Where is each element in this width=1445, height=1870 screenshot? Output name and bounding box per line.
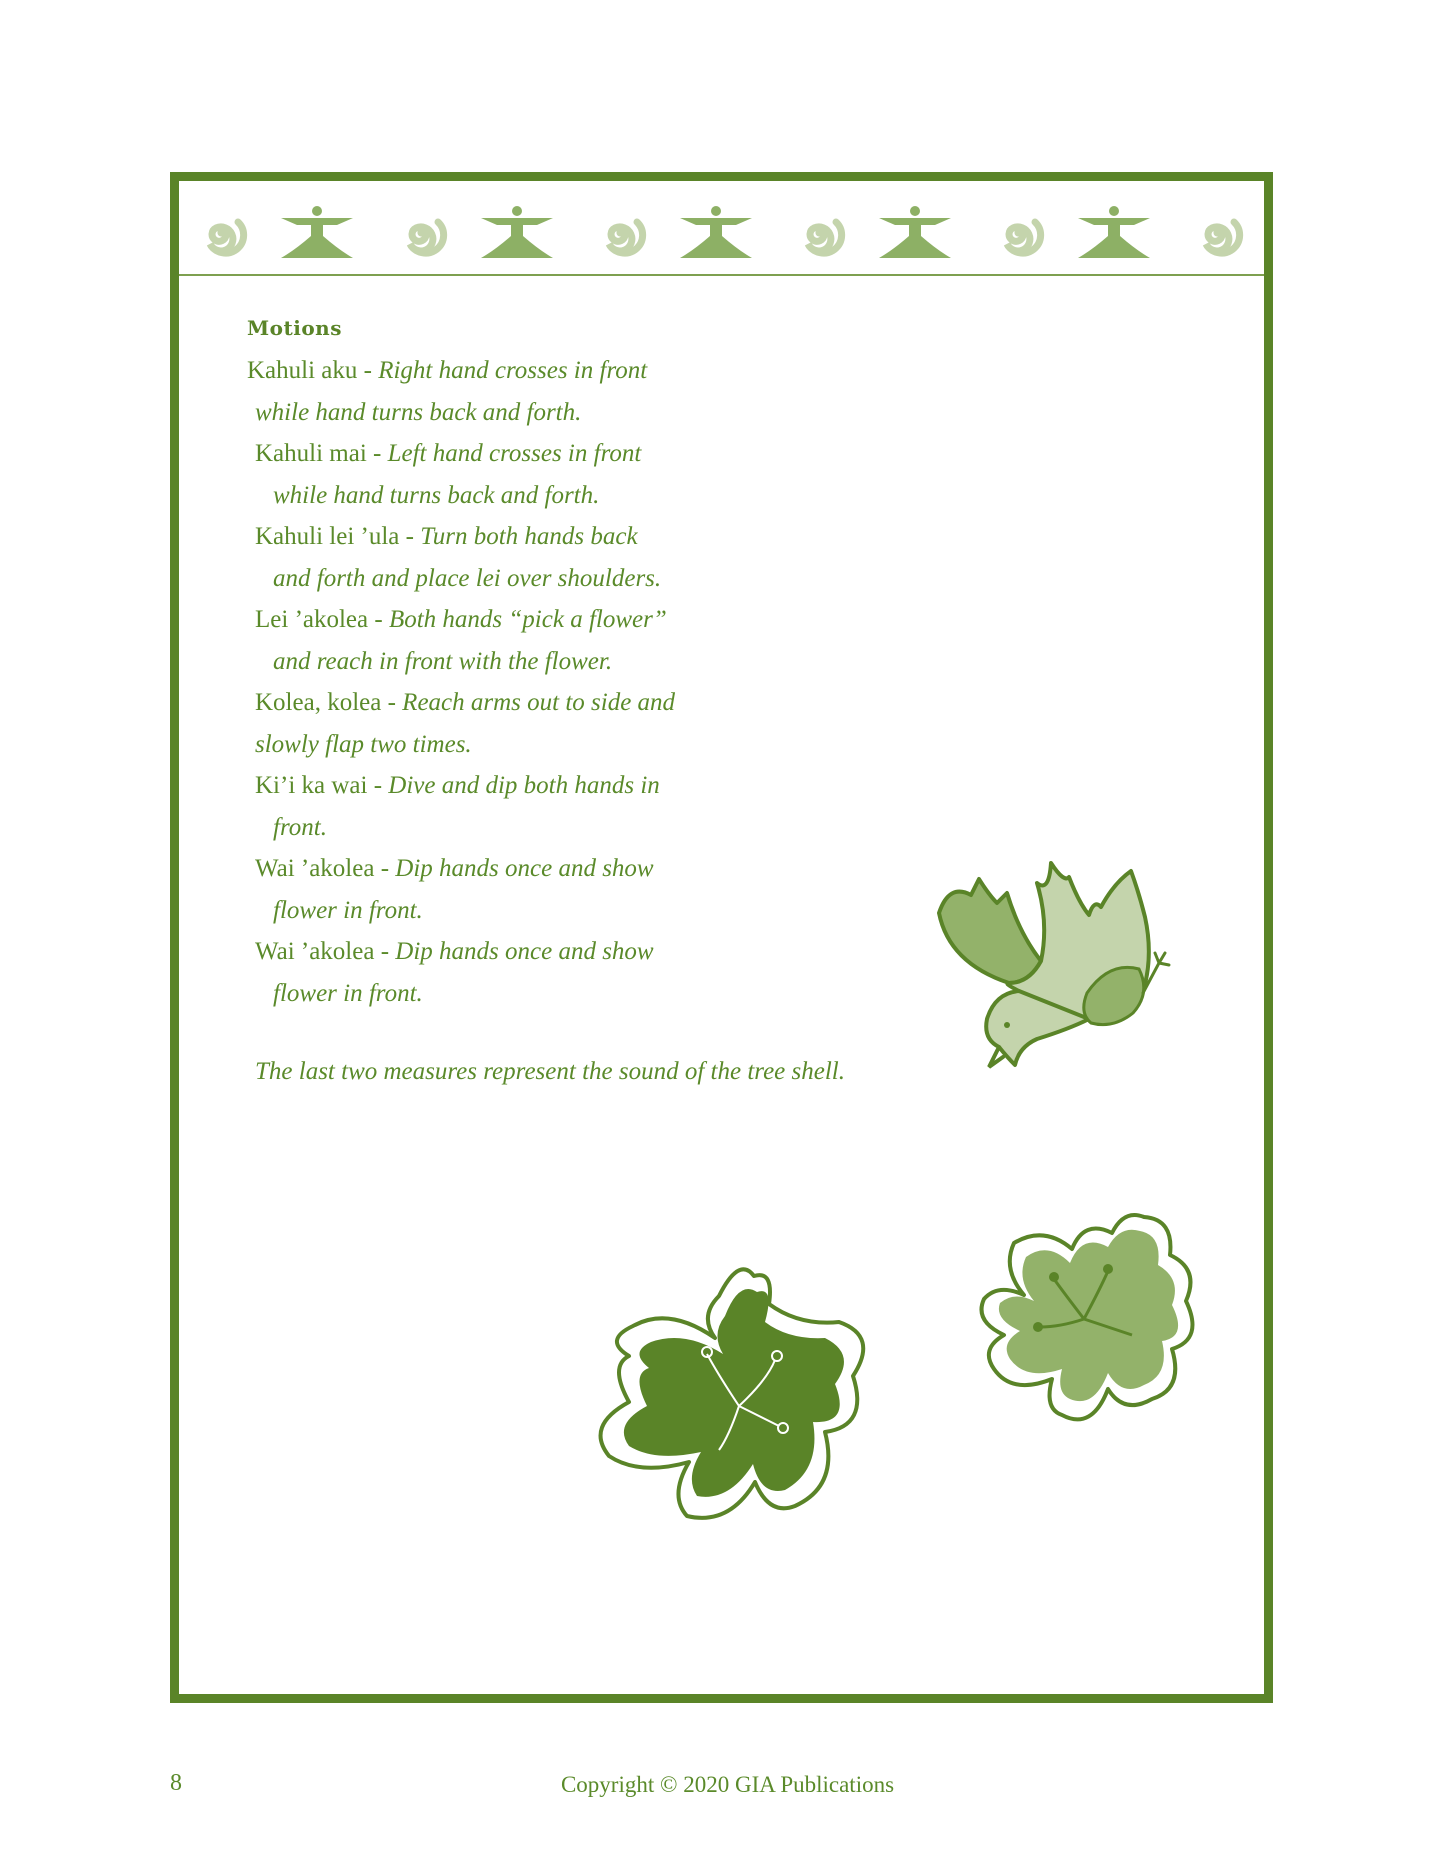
motion-description: Right hand crosses in front xyxy=(378,357,648,384)
dancer-icon xyxy=(678,206,754,260)
motion-item xyxy=(247,516,1007,599)
motion-description: Reach arms out to side and xyxy=(402,689,676,716)
spiral-icon xyxy=(590,201,654,265)
dancer-icon xyxy=(1076,206,1152,260)
motion-term: Ki’i ka wai xyxy=(255,772,368,799)
motion-description: Dip hands once and show xyxy=(395,855,654,882)
motion-item xyxy=(247,599,1007,682)
motion-term: Kahuli lei ’ula xyxy=(255,523,400,550)
motion-description-continued: flower in front. xyxy=(273,979,423,1007)
page-frame xyxy=(170,172,1273,1703)
motion-term: Lei ’akolea xyxy=(255,606,369,633)
motion-item xyxy=(247,433,1007,516)
spiral-icon xyxy=(789,201,853,265)
copyright-text: Copyright © 2020 GIA Publications xyxy=(560,1772,895,1797)
dancer-icon xyxy=(479,206,555,260)
motion-description: Dive and dip both hands in xyxy=(388,772,660,799)
spiral-icon xyxy=(191,201,255,265)
motion-item xyxy=(247,350,1007,433)
page-number: 8 xyxy=(170,1770,182,1796)
motion-item xyxy=(247,931,1007,1014)
motion-term: Kahuli aku xyxy=(247,357,358,384)
motion-term: Kolea, kolea xyxy=(255,689,382,716)
motion-description-continued: and reach in front with the flower. xyxy=(273,647,613,675)
bird-illustration xyxy=(919,843,1219,1133)
flower-illustration xyxy=(974,1209,1214,1449)
motion-separator: - xyxy=(367,772,389,799)
spiral-icon xyxy=(1187,201,1251,265)
motion-description-continued: while hand turns back and forth. xyxy=(255,398,582,426)
motion-term: Wai ’akolea xyxy=(255,938,375,965)
spiral-icon xyxy=(391,201,455,265)
motion-item xyxy=(247,765,1007,848)
motion-description: Turn both hands back xyxy=(420,523,638,550)
section-heading: Motions xyxy=(247,316,342,340)
motion-description-continued: flower in front. xyxy=(273,896,423,924)
dancer-icon xyxy=(877,206,953,260)
dancer-icon xyxy=(279,206,355,260)
motion-term: Wai ’akolea xyxy=(255,855,375,882)
motion-separator: - xyxy=(368,606,389,633)
motion-description-continued: while hand turns back and forth. xyxy=(273,481,600,509)
motion-description-continued: slowly flap two times. xyxy=(255,730,472,758)
motion-separator: - xyxy=(374,855,396,882)
decorative-band xyxy=(179,181,1264,276)
spiral-icon xyxy=(988,201,1052,265)
motion-item xyxy=(247,848,1007,931)
motion-item xyxy=(247,682,1007,765)
motion-separator: - xyxy=(399,523,421,550)
flower-illustration xyxy=(589,1256,889,1556)
motion-separator: - xyxy=(366,440,388,467)
motion-description-continued: front. xyxy=(273,813,327,841)
motion-separator: - xyxy=(381,689,403,716)
closing-note: The last two measures represent the sound of the tree shell. xyxy=(255,1058,845,1085)
motion-description: Both hands “pick a flower” xyxy=(388,606,667,633)
motion-term: Kahuli mai xyxy=(255,440,367,467)
motion-separator: - xyxy=(374,938,396,965)
motion-description: Left hand crosses in front xyxy=(387,440,642,467)
motion-description-continued: and forth and place lei over shoulders. xyxy=(273,564,662,592)
motions-section xyxy=(247,316,1007,1086)
motion-description: Dip hands once and show xyxy=(395,938,654,965)
motion-separator: - xyxy=(357,357,379,384)
